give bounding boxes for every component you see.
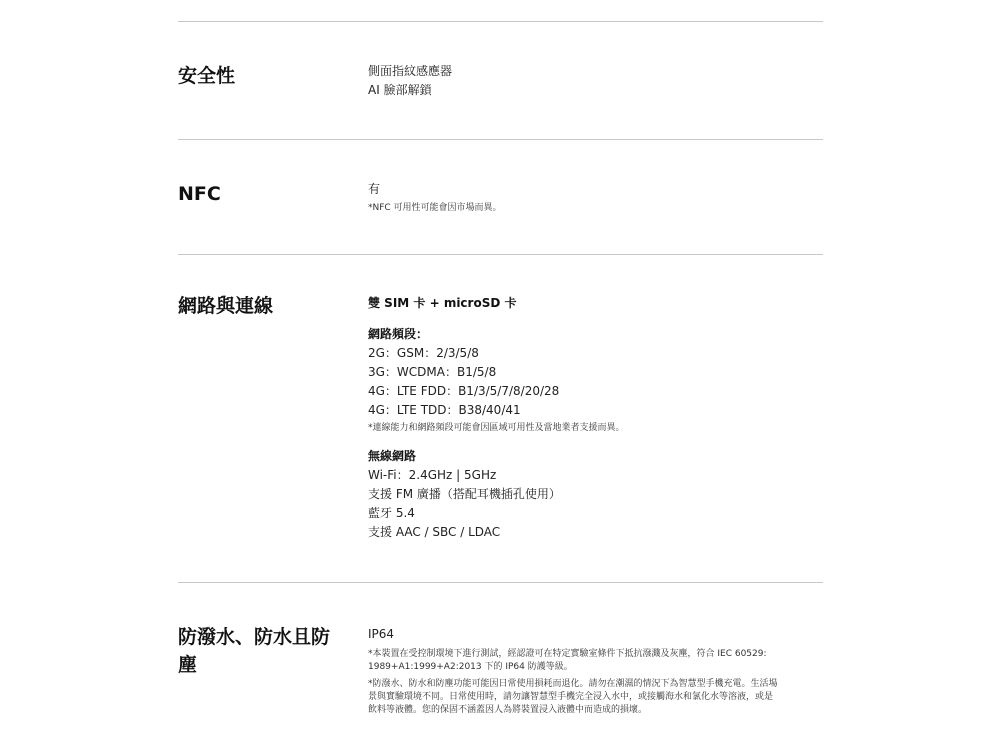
network-band-3g: 3G：WCDMA：B1/5/8	[368, 365, 497, 379]
section-title-nfc: NFC	[178, 183, 221, 205]
nfc-value: 有	[368, 182, 381, 196]
water-note-test-line-1: *本裝置在受控制環境下進行測試，經認證可在特定實驗室條件下抵抗潑濺及灰塵，符合 IEC 60529:	[368, 649, 767, 659]
network-wifi: Wi-Fi：2.4GHz | 5GHz	[368, 468, 497, 482]
water-note-warning-line-1: *防潑水、防水和防塵功能可能因日常使用損耗而退化。請勿在潮濕的情況下為智慧型手機充電。生活場	[368, 679, 778, 689]
water-note-warning-line-2: 景與實驗環境不同。日常使用時，請勿讓智慧型手機完全浸入水中，或接觸海水和氯化水等溶液，或是	[368, 692, 774, 702]
security-details	[368, 62, 808, 100]
security-fingerprint: 側面指紋感應器	[368, 64, 453, 78]
network-sim: 雙 SIM 卡 + microSD 卡	[368, 296, 517, 310]
water-rating: IP64	[368, 627, 395, 641]
water-details	[368, 625, 808, 717]
network-band-2g: 2G：GSM：2/3/5/8	[368, 346, 479, 360]
network-band-4g-tdd: 4G：LTE TDD：B38/40/41	[368, 403, 521, 417]
nfc-note: *NFC 可用性可能會因市場而異。	[368, 203, 502, 213]
divider-network-water	[178, 582, 823, 583]
nfc-details	[368, 180, 808, 215]
section-title-security: 安全性	[178, 65, 236, 87]
network-band-4g-fdd: 4G：LTE FDD：B1/3/5/7/8/20/28	[368, 384, 560, 398]
security-face-unlock: AI 臉部解鎖	[368, 83, 432, 97]
network-bands-note: *連線能力和網路頻段可能會因區域可用性及當地業者支援而異。	[368, 423, 625, 433]
divider-security-nfc	[178, 139, 823, 140]
divider-nfc-network	[178, 254, 823, 255]
network-codecs: 支援 AAC / SBC / LDAC	[368, 525, 501, 539]
network-fm-radio: 支援 FM 廣播（搭配耳機插孔使用）	[368, 487, 561, 501]
network-bands-heading: 網路頻段：	[368, 327, 429, 341]
section-title-water-resistance: 防潑水、防水且防塵	[178, 626, 331, 676]
network-bluetooth: 藍牙 5.4	[368, 506, 415, 520]
network-details	[368, 294, 808, 542]
water-note-warning-line-3: 飲料等液體。您的保固不涵蓋因人為將裝置浸入液體中而造成的損壞。	[368, 705, 648, 715]
water-note-test-line-2: 1989+A1:1999+A2:2013 下的 IP64 防護等級。	[368, 662, 573, 672]
network-wireless-heading: 無線網路	[368, 449, 417, 463]
section-title-network: 網路與連線	[178, 295, 274, 317]
divider-top	[178, 21, 823, 22]
